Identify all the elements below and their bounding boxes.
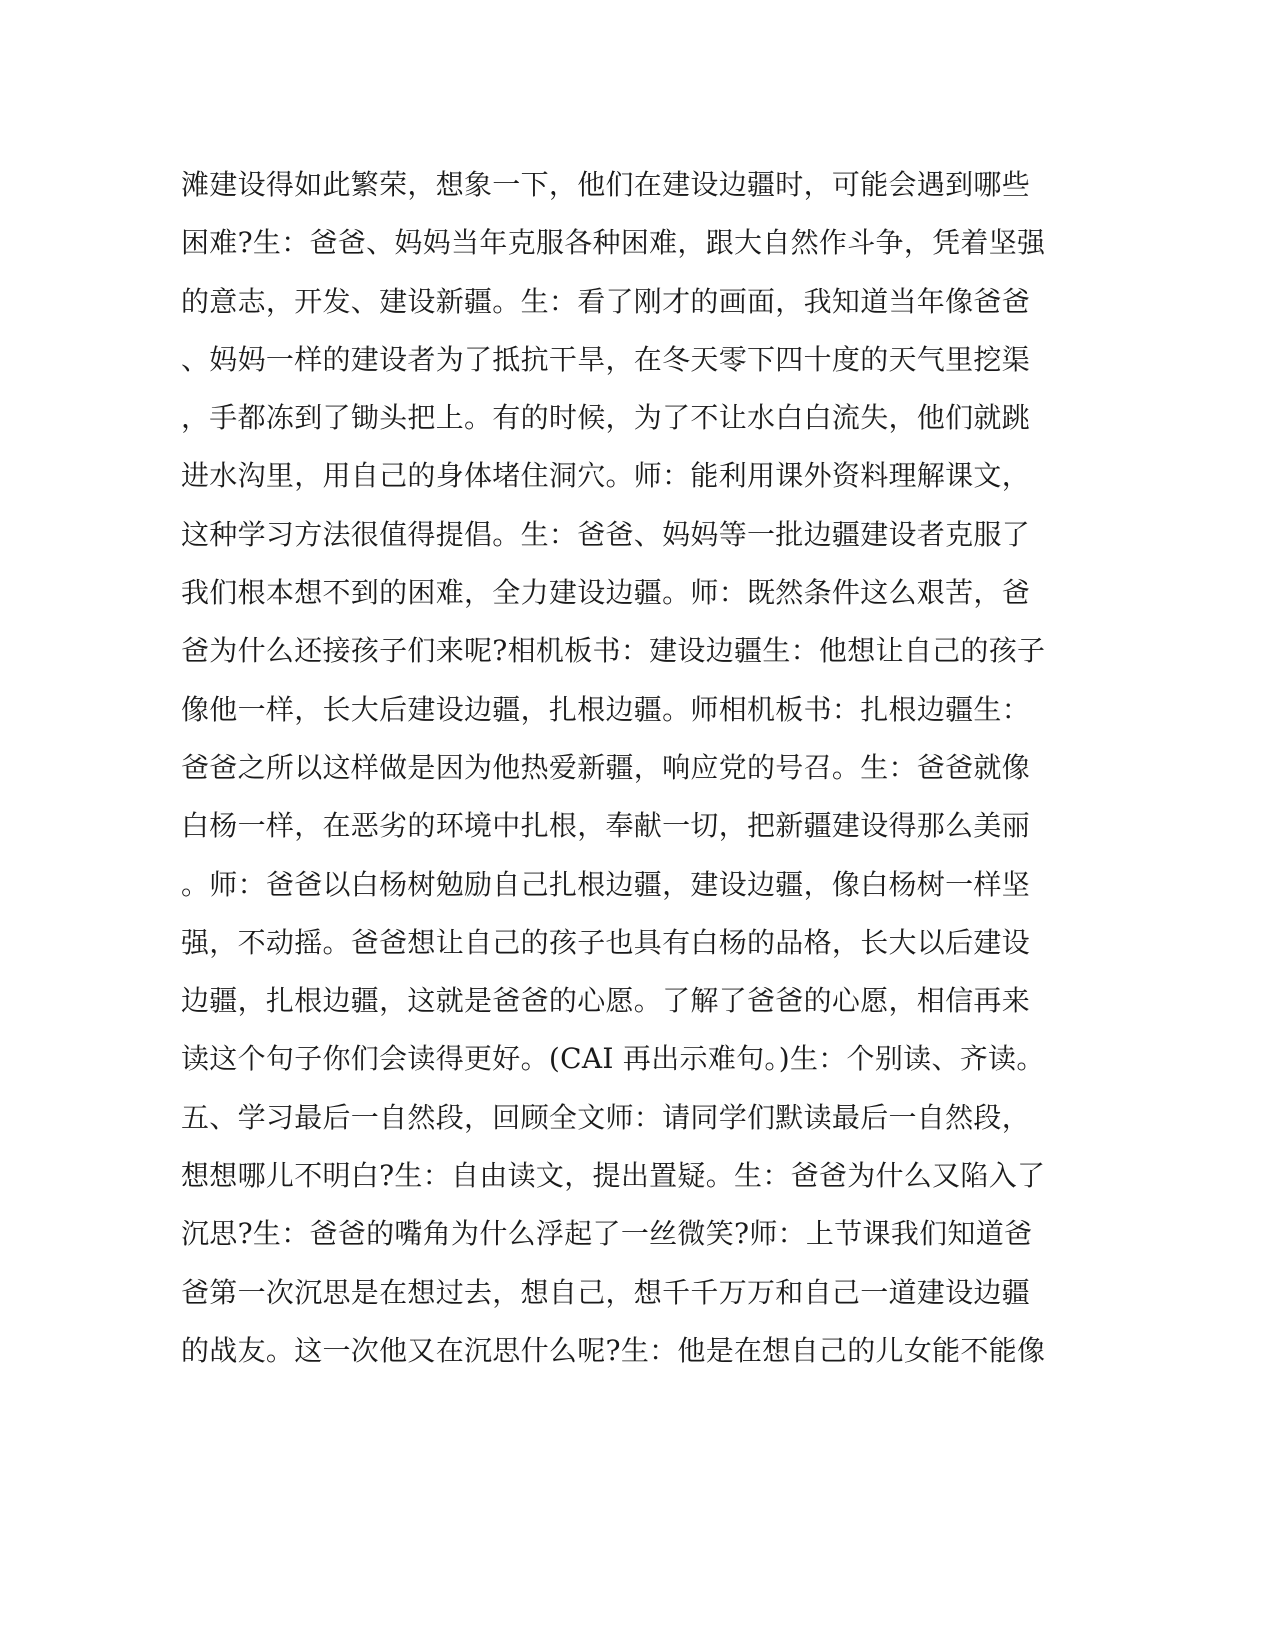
text-line: 的意志，开发、建设新疆。生：看了刚才的画面，我知道当年像爸爸 — [181, 284, 1031, 318]
text-line: 我们根本想不到的困难，全力建设边疆。师：既然条件这么艰苦，爸 — [181, 576, 1031, 610]
text-line: 沉思?生：爸爸的嘴角为什么浮起了一丝微笑?师：上节课我们知道爸 — [181, 1217, 1033, 1251]
text-line: ，手都冻到了锄头把上。有的时候，为了不让水白白流失，他们就跳 — [181, 401, 1031, 435]
text-line: 强，不动摇。爸爸想让自己的孩子也具有白杨的品格，长大以后建设 — [181, 925, 1031, 959]
text-line: 想想哪儿不明白?生：自由读文，提出置疑。生：爸爸为什么又陷入了 — [181, 1159, 1046, 1193]
text-line: 爸第一次沉思是在想过去，想自己，想千千万万和自己一道建设边疆 — [181, 1275, 1031, 1309]
text-line: 像他一样，长大后建设边疆，扎根边疆。师相机板书：扎根边疆生： — [181, 692, 1031, 726]
text-line: 滩建设得如此繁荣，想象一下，他们在建设边疆时，可能会遇到哪些 — [181, 168, 1031, 201]
text-line: 爸为什么还接孩子们来呢?相机板书：建设边疆生：他想让自己的孩子 — [181, 634, 1046, 668]
text-line: 边疆，扎根边疆，这就是爸爸的心愿。了解了爸爸的心愿，相信再来 — [181, 984, 1031, 1018]
text-line: 这种学习方法很值得提倡。生：爸爸、妈妈等一批边疆建设者克服了 — [181, 517, 1031, 551]
text-line: 爸爸之所以这样做是因为他热爱新疆，响应党的号召。生：爸爸就像 — [181, 750, 1031, 784]
text-line: 五、学习最后一自然段，回顾全文师：请同学们默读最后一自然段， — [181, 1100, 1031, 1134]
text-line: 。师：爸爸以白杨树勉励自己扎根边疆，建设边疆，像白杨树一样坚 — [181, 867, 1031, 901]
text-line: 读这个句子你们会读得更好。(CAI 再出示难句。)生：个别读、齐读。 — [181, 1042, 1045, 1076]
text-line: 白杨一样，在恶劣的环境中扎根，奉献一切，把新疆建设得那么美丽 — [181, 809, 1031, 843]
body-text — [181, 156, 1046, 1380]
text-line: 、妈妈一样的建设者为了抵抗干旱，在冬天零下四十度的天气里挖渠 — [181, 342, 1031, 376]
text-line: 进水沟里，用自己的身体堵住洞穴。师：能利用课外资料理解课文， — [181, 459, 1031, 493]
text-line: 的战友。这一次他又在沉思什么呢?生：他是在想自己的儿女能不能像 — [181, 1333, 1046, 1367]
text-line: 困难?生：爸爸、妈妈当年克服各种困难，跟大自然作斗争，凭着坚强 — [181, 226, 1046, 260]
